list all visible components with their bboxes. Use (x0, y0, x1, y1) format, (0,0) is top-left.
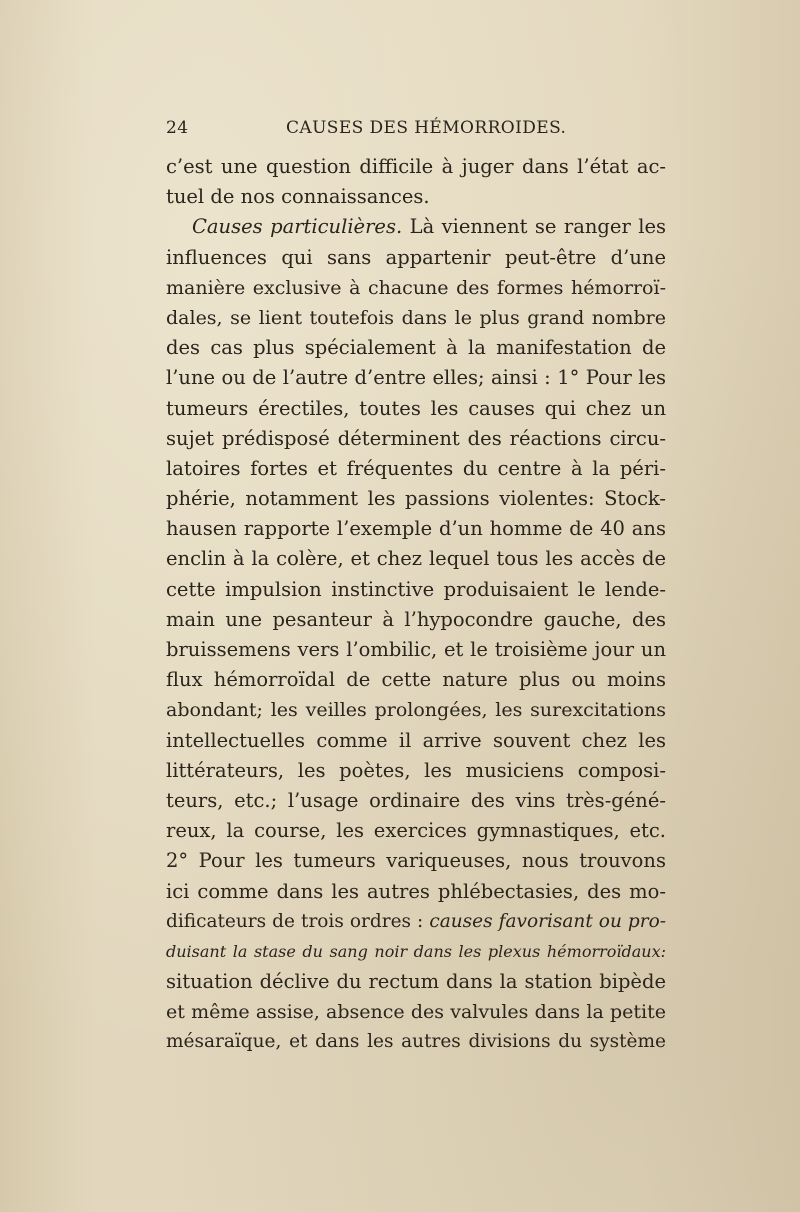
page-number: 24 (166, 118, 189, 138)
italic-run: Causes particulières. (192, 215, 403, 239)
italic-run: duisant la stase du sang noir dans les plexus hémorroïdaux: (166, 941, 666, 961)
text-line (166, 937, 666, 967)
text-line: intellectuelles comme il arrive souvent chez les (166, 728, 666, 752)
text-line: dales, se lient toutefois dans le plus grand nombre (166, 306, 666, 329)
text-line: influences qui sans appartenir peut-être d’une (166, 245, 666, 269)
italic-run: causes favorisant ou pro- (429, 910, 666, 932)
text-line: hausen rapporte l’exemple d’un homme de 40 ans (166, 517, 666, 541)
text-line: littérateurs, les poètes, les musiciens composi- (166, 758, 666, 782)
text-line: phérie, notamment les passions violentes: Stock- (166, 487, 666, 511)
text-line: Causes particulières. Là viennent se ranger les (192, 215, 666, 239)
text-line: abondant; les veilles prolongées, les surexcitations (166, 699, 666, 722)
text-line: ici comme dans les autres phlébectasies, des mo- (166, 879, 666, 903)
text-line: teurs, etc.; l’usage ordinaire des vins très-géné- (166, 788, 666, 812)
text-line: et même assise, absence des valvules dans la petite (166, 1001, 666, 1024)
text-line: l’une ou de l’autre d’entre elles; ainsi : 1° Pour les (166, 366, 666, 390)
text-line: enclin à la colère, et chez lequel tous les accès de (166, 547, 666, 571)
text-line: tumeurs érectiles, toutes les causes qui chez un (166, 396, 666, 420)
text-line: main une pesanteur à l’hypocondre gauche, des (166, 607, 666, 631)
text-line: des cas plus spécialement à la manifestation de (166, 336, 666, 360)
text-line: situation déclive du rectum dans la station bipède (166, 970, 666, 994)
text-line: manière exclusive à chacune des formes hémorroï- (166, 276, 666, 299)
text-line: latoires fortes et fréquentes du centre à la péri- (166, 456, 666, 480)
text-line: cette impulsion instinctive produisaient le lende- (166, 577, 666, 601)
text-line: reux, la course, les exercices gymnastiques, etc. (166, 819, 666, 843)
running-head (166, 118, 666, 144)
text-line: mésaraïque, et dans les autres divisions du système (166, 1031, 666, 1053)
text-line: 2° Pour les tumeurs variqueuses, nous trouvons (166, 849, 666, 873)
text-line: flux hémorroïdal de cette nature plus ou moins (166, 668, 666, 692)
body-text (166, 152, 666, 1058)
text-line: c’est une question difficile à juger dans l’état ac- (166, 155, 666, 178)
running-head-title: CAUSES DES HÉMORROIDES. (286, 118, 567, 138)
text-line: dificateurs de trois ordres : causes favorisant ou pro- (166, 910, 666, 932)
text-line: sujet prédisposé déterminent des réactions circu- (166, 426, 666, 450)
text-line: bruissemens vers l’ombilic, et le troisième jour un (166, 638, 666, 661)
text-line: tuel de nos connaissances. (166, 185, 430, 209)
